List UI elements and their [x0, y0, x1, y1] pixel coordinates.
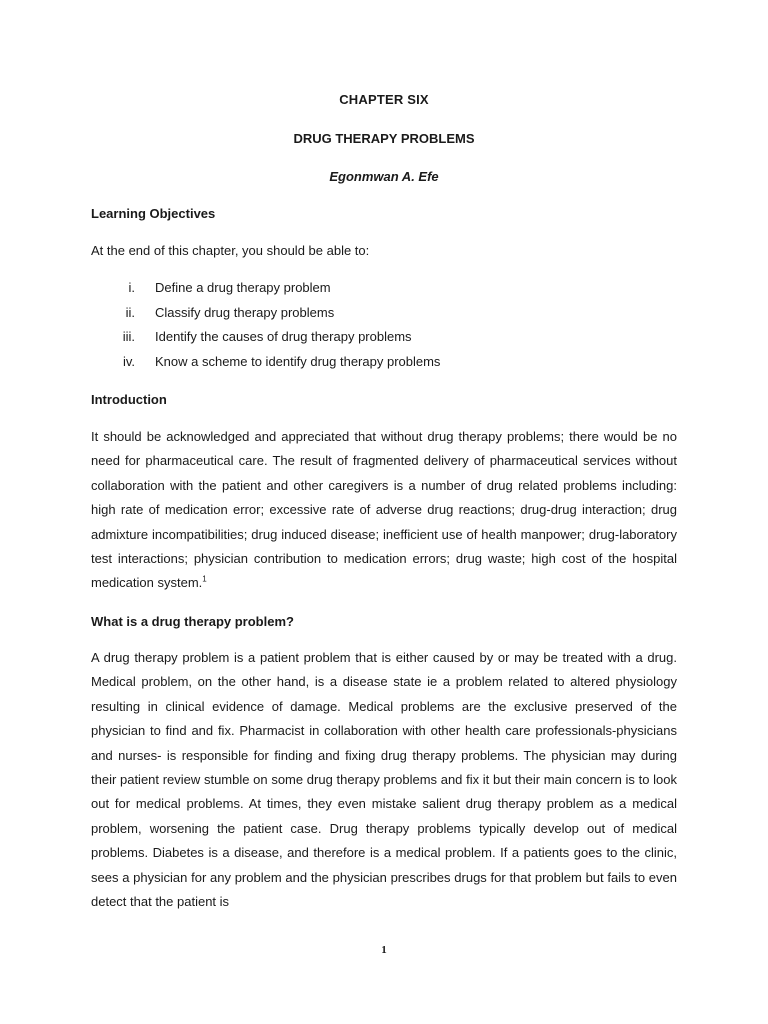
introduction-paragraph [91, 425, 677, 596]
author-name: Egonmwan A. Efe [329, 169, 439, 184]
objectives-list [91, 280, 691, 378]
list-item [91, 280, 691, 305]
reference-marker: 1 [202, 575, 207, 585]
learning-objectives-heading: Learning Objectives [91, 206, 216, 221]
list-item-number: iii. [122, 329, 135, 344]
list-item-text: Define a drug therapy problem [155, 280, 331, 295]
definition-paragraph: A drug therapy problem is a patient problem that is either caused by or may be treated with a drug. Medical problem, on the other hand, is a disease state ie a problem related to altered physiology resulting in clinical evidence of damage. Medical problems are the exclusive preserved of the physician to find and fix. Pharmacist in collaboration with other health care professionals-physicians and nurses- is responsible for finding and fixing drug therapy problems. The physician may during their patient review stumble on some drug therapy problems and fix it but their main concern is to look out for medical problems. At times, they even mistake salient drug therapy problem as a medical problem, worsening the patient case. Drug therapy problems typically develop out of medical problems. Diabetes is a disease, and therefore is a medical problem. If a patients goes to the clinic, sees a physician for any problem and the physician prescribes drugs for that problem but fails to even detect that the patient is [91, 650, 677, 910]
list-item-number: ii. [125, 304, 135, 320]
what-is-heading: What is a drug therapy problem? [91, 614, 294, 629]
chapter-label: CHAPTER SIX [339, 92, 429, 107]
introduction-text: It should be acknowledged and appreciated that without drug therapy problems; there would be no need for pharmaceutical care. The result of fragmented delivery of pharmaceutical services without collaboration with the patient and other caregivers is a number of drug related problems including: high rate of medication error; excessive rate of adverse drug reactions; drug-drug interaction; drug admixture incompatibilities; drug induced disease; inefficient use of health manpower; drug-laboratory test interactions; physician contribution to medication errors; drug waste; high cost of the hospital medication system. [91, 429, 677, 591]
chapter-title: DRUG THERAPY PROBLEMS [293, 131, 475, 146]
list-item-text: Identify the causes of drug therapy problems [155, 329, 412, 344]
list-item [91, 305, 691, 330]
objectives-intro: At the end of this chapter, you should be able to: [91, 243, 370, 258]
list-item-text: Know a scheme to identify drug therapy problems [155, 353, 441, 369]
page-number: 1 [381, 944, 387, 956]
introduction-heading: Introduction [91, 392, 167, 407]
list-item-text: Classify drug therapy problems [155, 304, 335, 320]
list-item-number: i. [128, 280, 135, 295]
list-item [91, 329, 691, 354]
list-item [91, 354, 691, 379]
list-item-number: iv. [122, 353, 135, 369]
